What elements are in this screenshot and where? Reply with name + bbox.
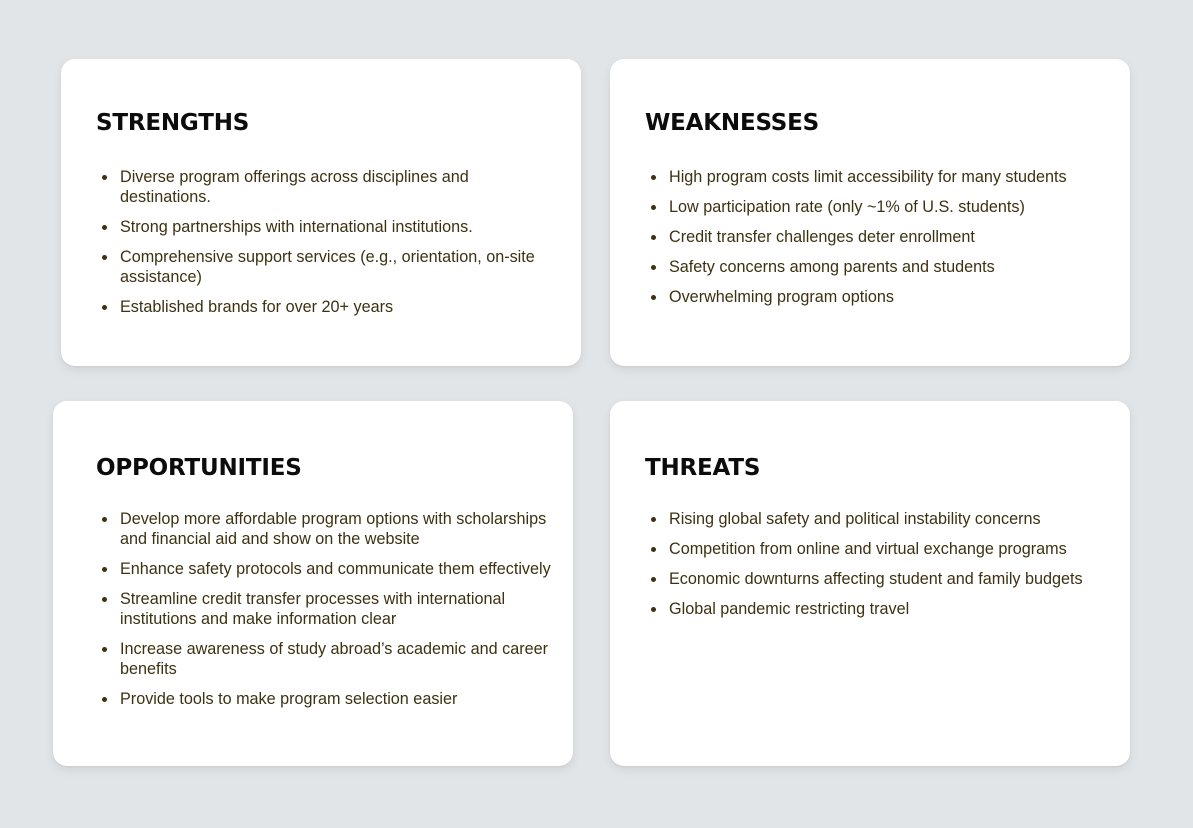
weaknesses-card [610, 59, 1130, 366]
list-item: Economic downturns affecting student and family budgets [645, 569, 1105, 589]
list-item: Streamline credit transfer processes with international institutions and make information clear [96, 589, 556, 629]
list-item: Safety concerns among parents and students [645, 257, 1105, 277]
threats-title: THREATS [645, 455, 761, 481]
strengths-card [61, 59, 581, 366]
opportunities-card [53, 401, 573, 766]
threats-list [645, 509, 1105, 629]
opportunities-title: OPPORTUNITIES [96, 455, 302, 481]
list-item: High program costs limit accessibility for many students [645, 167, 1105, 187]
list-item: Rising global safety and political instability concerns [645, 509, 1105, 529]
list-item: Credit transfer challenges deter enrollment [645, 227, 1105, 247]
list-item: Global pandemic restricting travel [645, 599, 1105, 619]
list-item: Increase awareness of study abroad’s academic and career benefits [96, 639, 556, 679]
list-item: Low participation rate (only ~1% of U.S. students) [645, 197, 1105, 217]
list-item: Established brands for over 20+ years [96, 297, 546, 317]
list-item: Develop more affordable program options with scholarships and financial aid and show on the website [96, 509, 556, 549]
list-item: Overwhelming program options [645, 287, 1105, 307]
list-item: Strong partnerships with international institutions. [96, 217, 546, 237]
opportunities-list [96, 509, 556, 719]
list-item: Diverse program offerings across disciplines and destinations. [96, 167, 546, 207]
strengths-title: STRENGTHS [96, 110, 250, 136]
list-item: Enhance safety protocols and communicate them effectively [96, 559, 556, 579]
threats-card [610, 401, 1130, 766]
weaknesses-list [645, 167, 1105, 317]
weaknesses-title: WEAKNESSES [645, 110, 820, 136]
list-item: Provide tools to make program selection easier [96, 689, 556, 709]
strengths-list [96, 167, 546, 327]
list-item: Competition from online and virtual exchange programs [645, 539, 1105, 559]
list-item: Comprehensive support services (e.g., orientation, on-site assistance) [96, 247, 546, 287]
